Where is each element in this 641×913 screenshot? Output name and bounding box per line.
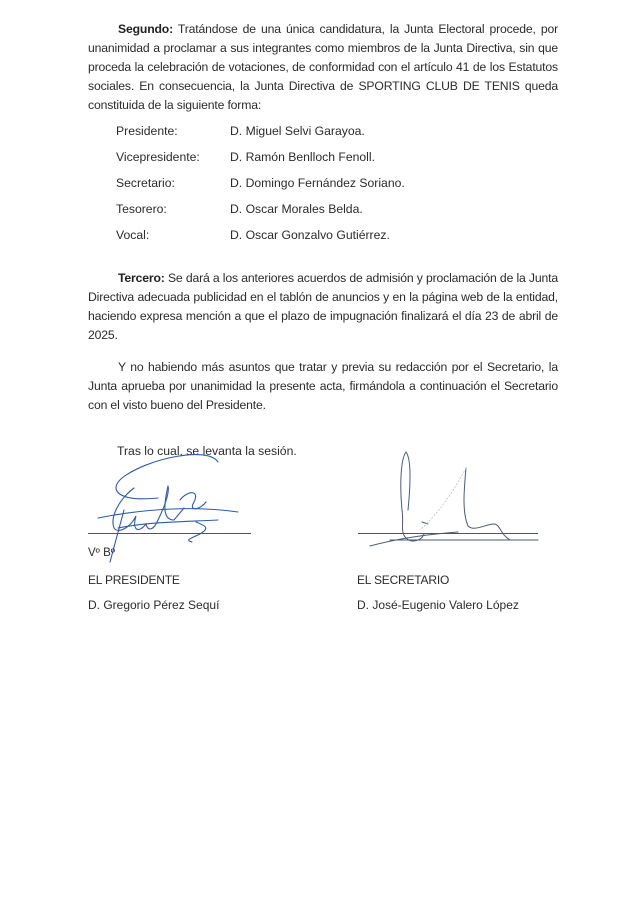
paragraph-approval	[88, 358, 558, 415]
board-row	[116, 149, 516, 175]
secretary-signature-line	[358, 533, 538, 534]
visto-bueno-label: Vº Bº	[88, 547, 115, 559]
board-member-name: D. Oscar Morales Belda.	[230, 202, 363, 216]
tercero-text: Se dará a los anteriores acuerdos de admisión y proclamación de la Junta Directiva adecuada publicidad en el tablón de anuncios y en la página web de la entidad, haciendo expresa mención a que el plazo de impugnación finalizará el día 23 de abril de 2025.	[88, 271, 558, 342]
board-row	[116, 201, 516, 227]
board-role: Tesorero:	[116, 202, 167, 216]
board-role: Presidente:	[116, 124, 178, 138]
paragraph-segundo	[88, 20, 558, 115]
president-name: D. Gregorio Pérez Sequí	[88, 598, 220, 612]
board-member-name: D. Domingo Fernández Soriano.	[230, 176, 405, 190]
board-row	[116, 123, 516, 149]
board-member-name: D. Miguel Selvi Garayoa.	[230, 124, 365, 138]
board-member-name: D. Oscar Gonzalvo Gutiérrez.	[230, 228, 390, 242]
board-role: Secretario:	[116, 176, 175, 190]
segundo-label: Segundo:	[118, 22, 173, 36]
board-role: Vicepresidente:	[116, 150, 200, 164]
secretary-name: D. José-Eugenio Valero López	[357, 598, 519, 612]
closing-text: Tras lo cual, se levanta la sesión.	[117, 444, 297, 458]
board-list	[116, 123, 516, 253]
president-signature	[88, 450, 268, 560]
approval-text: Y no habiendo más asuntos que tratar y previa su redacción por el Secretario, la Junta aprueba por unanimidad la presente acta, firmándola a continuación el Secretario con el visto bueno del Presidente.	[88, 360, 558, 412]
tercero-label: Tercero:	[118, 271, 165, 285]
board-member-name: D. Ramón Benlloch Fenoll.	[230, 150, 375, 164]
board-row	[116, 227, 516, 253]
secretary-title: EL SECRETARIO	[357, 573, 450, 587]
board-role: Vocal:	[116, 228, 150, 242]
board-row	[116, 175, 516, 201]
president-title: EL PRESIDENTE	[88, 573, 180, 587]
segundo-text: Tratándose de una única candidatura, la Junta Electoral procede, por unanimidad a proclamar a sus integrantes como miembros de la Junta Directiva, sin que proceda la celebración de votaciones, de conformidad con el artículo 41 de los Estatutos sociales. En consecuencia, la Junta Directiva de SPORTING CLUB DE TENIS queda constituida de la siguiente forma:	[88, 22, 558, 112]
president-signature-line	[88, 533, 251, 534]
secretary-signature	[370, 450, 550, 550]
paragraph-tercero	[88, 269, 558, 345]
